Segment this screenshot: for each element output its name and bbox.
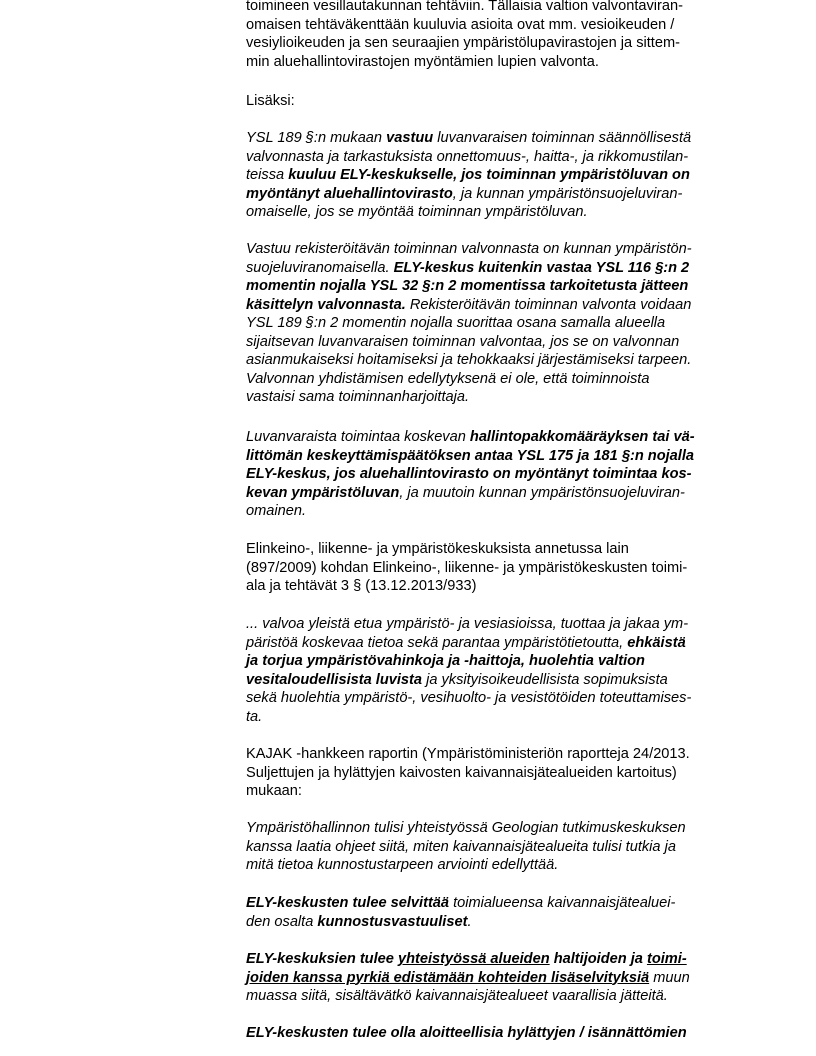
text-run: Luvanvaraista toimintaa koskevan [246, 429, 470, 445]
text-line [246, 502, 746, 521]
text-line [246, 894, 746, 913]
text-run: ala ja tehtävät 3 § (13.12.2013/933) [246, 578, 477, 594]
text-line [246, 0, 746, 16]
text-run: ELY-keskuksien tulee [246, 951, 398, 967]
text-line [246, 447, 746, 466]
paragraph-4 [246, 428, 746, 521]
text-line [246, 577, 746, 596]
text-run: vastaisi sama toiminnanharjoittaja. [246, 389, 470, 405]
paragraph-2 [246, 129, 746, 222]
text-line [246, 689, 746, 708]
paragraph-11 [246, 1024, 746, 1043]
text-run: omaiselle, jos se myöntää toiminnan ympäristöluvan. [246, 204, 588, 220]
text-run: ELY-keskus kuitenkin vastaa YSL 116 §:n 2 [393, 259, 690, 276]
text-line [246, 987, 746, 1006]
text-line [246, 277, 746, 296]
text-run: valvonnasta ja tarkastuksista onnettomuus-, haitta-, ja rikkomustilan- [246, 148, 689, 165]
text-line [246, 148, 746, 167]
text-line [246, 745, 746, 764]
text-run: asianmukaiseksi hoitamiseksi ja tehokkaaksi järjestämiseksi tarpeen. [246, 352, 692, 368]
text-run: Vastuu rekisteröitävän toiminnan valvonnasta on kunnan ympäristön- [246, 241, 692, 257]
text-line [246, 351, 746, 370]
text-run: ELY-keskusten tulee olla aloitteellisia hylättyjen / isännättömien [246, 1025, 687, 1041]
text-run: Suljettujen ja hylättyjen kaivosten kaivannaisjätealueiden kartoitus) [246, 764, 677, 781]
text-run: KAJAK -hankkeen raportin (Ympäristöministeriön raportteja 24/2013. [246, 746, 690, 762]
text-run: momentin nojalla YSL 32 §:n 2 momentissa tarkoitetusta jätteen [246, 278, 689, 294]
text-run: Rekisteröitävän toiminnan valvonta voidaan [405, 296, 692, 313]
text-line [246, 465, 746, 484]
text-line [246, 819, 746, 838]
text-run: sekä huolehtia ympäristö-, vesihuolto- ja vesistötöiden toteuttamises- [246, 690, 692, 706]
text-run: omainen. [246, 503, 307, 519]
text-run: Elinkeino-, liikenne- ja ympäristökeskuksista annetussa lain [246, 541, 629, 557]
text-run: Valvonnan yhdistämisen edellytyksenä ei ole, että toiminnoista [246, 370, 650, 387]
text-run: sijaitsevan luvanvaraisen toiminnan valvontaa, jos se on valvonnan [246, 333, 680, 350]
text-line [246, 764, 746, 783]
text-run: vesiylioikeuden ja sen seuraajien ympäristölupavirastojen ja sittem- [246, 35, 680, 51]
text-run: toimialueensa kaivannaisjätealuei- [449, 895, 676, 911]
text-line [246, 388, 746, 407]
paragraph-7 [246, 745, 746, 801]
text-run: joiden kanssa pyrkiä edistämään kohteiden lisäselvityksiä [246, 969, 650, 986]
text-run: kanssa laatia ohjeet siitä, miten kaivannaisjätealueita tulisi tutkia ja [246, 838, 676, 855]
text-run: ja torjua ympäristövahinkoja ja -haittoja, huolehtia valtion [246, 653, 645, 669]
text-line [246, 652, 746, 671]
text-run: Lisäksi: [246, 93, 295, 109]
text-run: suojeluviranomaisella. [246, 259, 394, 276]
text-line [246, 950, 746, 969]
text-run: mukaan: [246, 783, 302, 799]
paragraph-0 [246, 0, 746, 71]
text-run: muun [649, 969, 690, 986]
text-run: ... valvoa yleistä etua ympäristö- ja vesiasioissa, tuottaa ja jakaa ym- [246, 616, 689, 632]
text-line [246, 838, 746, 857]
text-line [246, 782, 746, 801]
text-run: mitä tietoa kunnostustarpeen arviointi edellyttää. [246, 857, 559, 873]
text-line [246, 203, 746, 222]
text-line [246, 259, 746, 278]
text-line [246, 1024, 746, 1043]
text-line [246, 240, 746, 259]
text-run: yhteistyössä alueiden [397, 951, 550, 967]
text-run: , ja kunnan ympäristönsuojeluviran- [452, 185, 683, 202]
paragraph-6 [246, 615, 746, 726]
text-run: ta. [246, 708, 263, 725]
text-run: päristöä koskevaa tietoa sekä parantaa ympäristötietoutta, [246, 634, 628, 651]
text-run: ELY-keskusten tulee selvittää [246, 895, 450, 911]
text-run: ELY-keskus, jos aluehallintovirasto on myöntänyt toimintaa kos- [246, 466, 692, 482]
text-run: kunnostusvastuuliset [317, 913, 468, 930]
text-line [246, 34, 746, 53]
text-line [246, 540, 746, 559]
text-run: kevan ympäristöluvan [246, 484, 400, 501]
text-line [246, 484, 746, 503]
text-run: muassa siitä, sisältävätkö kaivannaisjätealueet vaarallisia jätteitä. [246, 988, 668, 1004]
text-line [246, 856, 746, 875]
text-run: , ja muutoin kunnan ympäristönsuojeluviran- [399, 484, 685, 501]
text-line [246, 166, 746, 185]
text-line [246, 913, 746, 932]
text-run: käsittelyn valvonnasta. [246, 296, 406, 313]
text-line [246, 559, 746, 578]
text-run: den osalta [246, 913, 318, 930]
text-line [246, 314, 746, 333]
text-line [246, 16, 746, 35]
text-line [246, 129, 746, 148]
text-run: YSL 189 §:n 2 momentin nojalla suorittaa osana samalla alueella [246, 315, 666, 331]
text-run: vesitaloudellisista luvista [246, 671, 423, 688]
text-run: myöntänyt aluehallintovirasto [246, 185, 453, 202]
text-run: luvanvaraisen toiminnan säännöllisestä [433, 130, 692, 146]
text-run: toimi- [646, 951, 687, 967]
text-line [246, 428, 746, 447]
text-line [246, 185, 746, 204]
text-run: littömän keskeyttämispäätöksen antaa YSL 175 ja 181 §:n nojalla [246, 447, 695, 464]
text-line [246, 615, 746, 634]
text-run: YSL 189 §:n mukaan [246, 130, 387, 146]
text-line [246, 634, 746, 653]
text-line [246, 53, 746, 72]
paragraph-10 [246, 950, 746, 1006]
text-run: teissa [246, 167, 289, 183]
text-run: hallintopakkomääräyksen tai vä- [469, 429, 695, 445]
text-run: Ympäristöhallinnon tulisi yhteistyössä Geologian tutkimuskeskuksen [246, 820, 686, 836]
text-run: vastuu [386, 130, 434, 146]
text-run: . [467, 913, 472, 930]
text-run: haltijoiden ja [549, 951, 647, 967]
text-run: kuuluu ELY-keskukselle, jos toiminnan ympäristöluvan on [288, 167, 690, 183]
paragraph-3 [246, 240, 746, 407]
text-line [246, 708, 746, 727]
text-run: toimineen vesillautakunnan tehtäviin. Tällaisia valtion valvontaviran- [246, 0, 683, 14]
text-line [246, 296, 746, 315]
text-line [246, 370, 746, 389]
paragraph-1 [246, 92, 746, 111]
paragraph-8 [246, 819, 746, 875]
text-line [246, 969, 746, 988]
text-line [246, 333, 746, 352]
text-run: min aluehallintovirastojen myöntämien lupien valvonta. [246, 53, 599, 70]
text-line [246, 671, 746, 690]
paragraph-9 [246, 894, 746, 931]
paragraph-5 [246, 540, 746, 596]
text-run: omaisen tehtäväkenttään kuuluvia asioita ovat mm. vesioikeuden / [246, 16, 675, 33]
text-run: (897/2009) kohdan Elinkeino-, liikenne- ja ympäristökeskusten toimi- [246, 559, 688, 576]
text-run: ehkäistä [627, 634, 686, 651]
text-line [246, 92, 746, 111]
text-run: ja yksityisoikeudellisista sopimuksista [422, 671, 668, 688]
